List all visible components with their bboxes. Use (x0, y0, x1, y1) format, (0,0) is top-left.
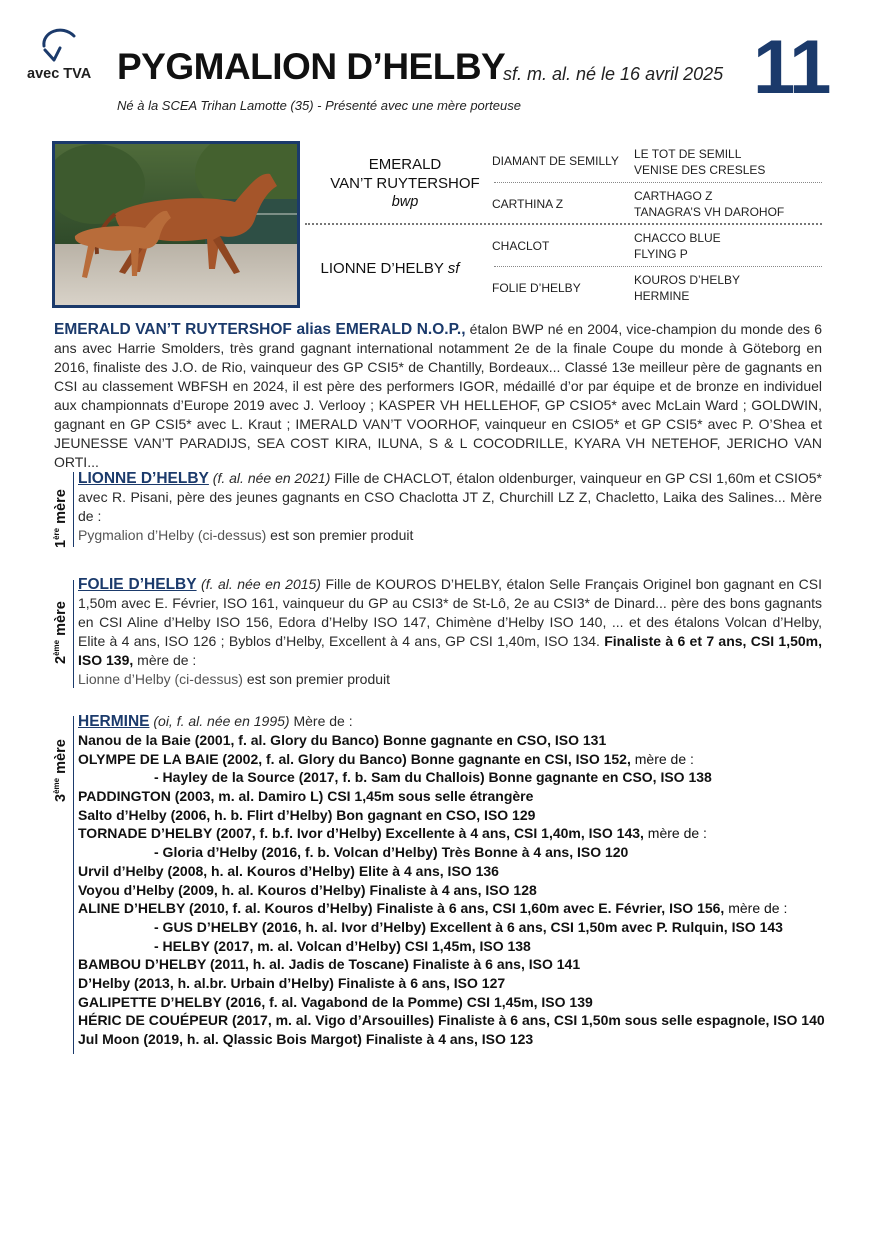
pedigree-dam-studbook: sf (447, 260, 460, 277)
horse-description: sf. m. al. né le 16 avril 2025 (503, 64, 724, 84)
offspring-row (78, 974, 825, 993)
dam3-meta: (oi, f. al. née en 1995) (149, 713, 290, 729)
offspring-row (78, 993, 825, 1012)
pedigree-dam (305, 259, 475, 278)
offspring-text: HÉRIC DE COUÉPEUR (2017, m. al. Vigo d’Arsouilles) Finaliste à 6 ans, CSI 1,50m sous selle espagnole, ISO 140 (78, 1012, 825, 1029)
sire-name: EMERALD VAN’T RUYTERSHOF alias EMERALD N.O.P., (54, 321, 466, 338)
pedigree-g8: HERMINE (634, 289, 690, 303)
dam2-bar (73, 580, 74, 688)
offspring-row (78, 787, 825, 806)
dam3-name: HERMINE (78, 713, 150, 730)
pedigree-g3: CARTHAGO Z (634, 189, 713, 203)
pedigree-dam-name: LIONNE D’HELBY (320, 260, 444, 277)
pedigree-divider (494, 182, 822, 183)
pedigree-g5: CHACCO BLUE (634, 231, 721, 245)
offspring-text: Salto d’Helby (2006, h. b. Flirt d’Helby) Bon gagnant en CSO, ISO 129 (78, 806, 536, 823)
offspring-text: Voyou d’Helby (2009, h. al. Kouros d’Helby) Finaliste à 4 ans, ISO 128 (78, 881, 537, 898)
tva-arrow-icon (40, 24, 80, 66)
offspring-text: - Hayley de la Source (2017, f. b. Sam du Challois) Bonne gagnante en CSO, ISO 138 (154, 769, 712, 786)
birth-line: Né à la SCEA Trihan Lamotte (35) - Présenté avec une mère porteuse (117, 98, 521, 113)
dam1-paragraph (78, 469, 822, 545)
offspring-text: Urvil d’Helby (2008, h. al. Kouros d’Helby) Elite à 4 ans, ISO 136 (78, 862, 499, 879)
offspring-text: ALINE D’HELBY (2010, f. al. Kouros d’Helby) Finaliste à 6 ans, CSI 1,60m avec E. Février, ISO 156, (78, 900, 725, 917)
offspring-row (78, 881, 825, 900)
dam3-label: 3ème mère (52, 739, 69, 802)
offspring-text: TORNADE D’HELBY (2007, f. b.f. Ivor d’Helby) Excellente à 4 ans, CSI 1,40m, ISO 143, (78, 825, 644, 842)
dam2-name: FOLIE D’HELBY (78, 576, 197, 593)
dam2-paragraph (78, 575, 822, 689)
dam2-text: Fille de KOUROS D’HELBY, étalon Selle Français Originel bon gagnant en CSI 1,50m avec E. Février, ISO 161, vainqueur du GP au CSI3* de St-Lô, 2e au CSI3* de Dinard... père des bons gagnants en CSI Aline d’Helby ISO 156, Edora d’Helby ISO 147, Chimène d’Helby ISO 140, ... et des étalons Volcan d’Helby, Elite à 4 ans, ISO 126 ; Byblos d’Helby, Excellent à 4 ans, GP CSI 1,40m, ISO 134. (78, 576, 822, 649)
pedigree-g2: VENISE DES CRESLES (634, 163, 766, 177)
pedigree-sire-line2: VAN’T RUYTERSHOF (330, 175, 480, 192)
pedigree-g6: FLYING P (634, 247, 688, 261)
dam2-product: Lionne d’Helby (ci-dessus) (78, 671, 243, 687)
offspring-text: BAMBOU D’HELBY (2011, h. al. Jadis de Toscane) Finaliste à 6 ans, ISO 141 (78, 956, 581, 973)
offspring-row (78, 899, 825, 918)
horse-name: PYGMALION D’HELBY (117, 46, 506, 87)
pedigree-g1: LE TOT DE SEMILL (634, 147, 742, 161)
offspring-text: Nanou de la Baie (2001, f. al. Glory du Banco) Bonne gagnante en CSO, ISO 131 (78, 732, 607, 748)
offspring-row (78, 918, 825, 937)
offspring-text: OLYMPE DE LA BAIE (2002, f. al. Glory du Banco) Bonne gagnante en CSI, ISO 152, (78, 750, 631, 767)
pedigree-divider (494, 266, 822, 267)
horse-photo (52, 141, 300, 308)
offspring-note: mère de : (643, 825, 707, 842)
offspring-text: GALIPETTE D’HELBY (2016, f. al. Vagabond de la Pomme) CSI 1,45m, ISO 139 (78, 993, 593, 1010)
tva-label: avec TVA (27, 66, 92, 82)
pedigree-g4: TANAGRA’S VH DAROHOF (634, 205, 785, 219)
offspring-note: mère de : (724, 900, 788, 917)
pedigree-sire-dam: CARTHINA Z (492, 197, 564, 211)
dam2-meta: (f. al. née en 2015) (196, 576, 321, 592)
pedigree-sire-line1: EMERALD (368, 156, 442, 173)
offspring-text: - GUS D’HELBY (2016, h. al. Ivor d’Helby) Excellent à 6 ans, CSI 1,50m avec P. Rulquin, ISO 143 (154, 918, 783, 935)
pedigree-sire (305, 155, 505, 212)
dam3-bar (73, 716, 74, 1054)
pedigree-g7: KOUROS D’HELBY (634, 273, 741, 287)
offspring-row (78, 806, 825, 825)
dam3-heading (78, 712, 822, 731)
offspring-row (78, 955, 825, 974)
dam2-bold-text: Finaliste à 6 et 7 ans, CSI 1,50m, ISO 139, (78, 633, 822, 668)
pedigree-divider-main (305, 223, 822, 225)
offspring-row (78, 731, 825, 750)
offspring-row (78, 750, 825, 769)
dam1-meta: (f. al. née en 2021) (208, 470, 331, 486)
dam2-label: 2ème mère (52, 601, 69, 664)
offspring-text: PADDINGTON (2003, m. al. Damiro L) CSI 1,45m sous selle étrangère (78, 788, 534, 805)
offspring-row (78, 1030, 825, 1049)
pedigree-dam-dam: FOLIE D’HELBY (492, 281, 581, 295)
dam1-product-rest: est son premier produit (266, 527, 414, 543)
offspring-row (78, 862, 825, 881)
pedigree-dam-sire: CHACLOT (492, 239, 550, 253)
pedigree-sire-sire: DIAMANT DE SEMILLY (492, 154, 619, 168)
offspring-note: mère de : (630, 750, 694, 767)
pedigree-sire-studbook: bwp (391, 194, 419, 210)
dam1-product: Pygmalion d’Helby (ci-dessus) (78, 527, 267, 543)
lot-number: 11 (753, 25, 830, 110)
offspring-row (78, 824, 825, 843)
offspring-row (78, 768, 825, 787)
offspring-row (78, 843, 825, 862)
dam1-bar (73, 472, 74, 547)
sire-text: étalon BWP né en 2004, vice-champion du monde des 6 ans avec Harrie Smolders, très grand gagnant international notamment 2e de la finale Coupe du monde à Göteborg en 2016, finaliste des J.O. de Rio, vainqueur des GP CSI5* de Chantilly, Bordeaux... Classé 13e meilleur père de gagnants en CSI au classement WBFSH en 2024, il est père des performers IGOR, médaillé d’or par équipe et de bronze en individuel aux championnats d’Europe 2019 avec J. Verlooy ; KASPER VH HELLEHOF, GP CSIO5* avec McLain Ward ; GOLDWIN, gagnant en GP CSI5* avec L. Kraut ; IMERALD VAN’T VOORHOF, vainqueur en CSIO5* et GP CSI5* avec P. O’Shea et JEUNESSE VAN’T PARADIJS, SEA COST KIRA, ILUNA, S & L COCODRILLE, KYARA VH NETEHOF, JERICHO VAN ORTI... (54, 321, 822, 470)
dam1-name: LIONNE D’HELBY (78, 470, 209, 487)
dam3-offspring-list (78, 731, 825, 1049)
offspring-row (78, 1011, 825, 1030)
dam1-label: 1ère mère (52, 489, 69, 548)
sire-paragraph (54, 320, 822, 472)
dam1-text: Fille de CHACLOT, étalon oldenburger, vainqueur en GP CSI 1,60m et CSIO5* avec R. Pisani, père des jeunes gagnants en CSO Chaclotta JT Z, Churchill LZ Z, Chacletto, Laika des Salines... Mère de : (78, 470, 822, 524)
offspring-text: D’Helby (2013, h. al.br. Urbain d’Helby) Finaliste à 6 ans, ISO 127 (78, 974, 506, 991)
offspring-text: Jul Moon (2019, h. al. Qlassic Bois Margot) Finaliste à 4 ans, ISO 123 (78, 1031, 534, 1047)
offspring-text: - Gloria d’Helby (2016, f. b. Volcan d’Helby) Très Bonne à 4 ans, ISO 120 (154, 844, 629, 861)
dam3-intro: Mère de : (289, 713, 353, 729)
dam2-product-rest: est son premier produit (242, 671, 391, 687)
offspring-row (78, 937, 825, 956)
offspring-text: - HELBY (2017, m. al. Volcan d’Helby) CSI 1,45m, ISO 138 (154, 937, 531, 954)
dam2-text-after: mère de : (133, 652, 197, 668)
